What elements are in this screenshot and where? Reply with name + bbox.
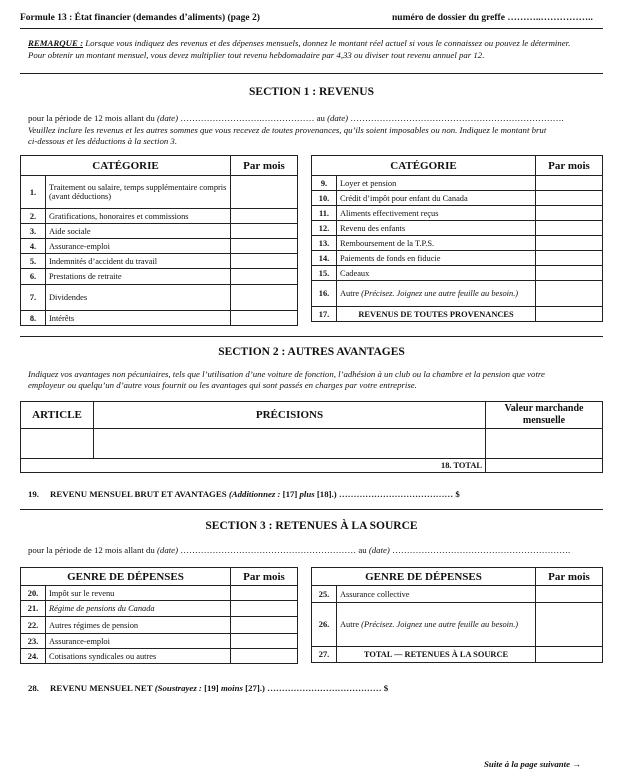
row-label [337, 206, 536, 221]
deductions-table-left [20, 567, 298, 664]
row-label-text: Traitement ou salaire, temps supplémentaire compris (avant déductions) [49, 183, 227, 201]
table-row [312, 221, 603, 236]
line-19 [28, 489, 460, 499]
amount-cell[interactable] [231, 254, 298, 269]
row-label [46, 311, 231, 326]
row-label-text: Cotisations syndicales ou autres [49, 651, 157, 661]
table-row [21, 634, 298, 649]
row-label [337, 603, 536, 647]
date-label: (date) [327, 113, 349, 123]
row-number: 17. [312, 307, 337, 322]
line-italic: moins [220, 683, 243, 693]
row-number: 16. [312, 281, 337, 307]
row-label [46, 601, 231, 617]
col-per-month: Par mois [536, 156, 603, 176]
section1-instr-1: Veuillez inclure les revenus et les autres sommes que vous recevez de toutes provenances, qu’ils soient imposables ou non. Indiquez le montant brut [28, 125, 547, 135]
col-per-month: Par mois [231, 568, 298, 586]
row-number: 2. [21, 209, 46, 224]
amount-cell[interactable] [536, 603, 603, 647]
row-number: 8. [21, 311, 46, 326]
value-cell[interactable] [486, 429, 603, 459]
section-rule [20, 509, 603, 510]
amount-cell[interactable] [231, 209, 298, 224]
amount-cell[interactable] [536, 221, 603, 236]
section3-period [28, 545, 570, 555]
row-label [337, 647, 536, 663]
row-label-text: Assurance collective [340, 589, 410, 599]
amount-cell[interactable] [536, 176, 603, 191]
details-cell[interactable] [94, 429, 486, 459]
line-dots[interactable]: ………………………………… $ [264, 683, 389, 693]
table-row [312, 236, 603, 251]
row-label-text: Cadeaux [340, 268, 370, 278]
row-label-text: Dividendes [49, 293, 88, 302]
row-label-text: Prestations de retraite [49, 272, 122, 281]
table-row [21, 209, 298, 224]
row-number: 11. [312, 206, 337, 221]
row-label [337, 176, 536, 191]
row-number: 21. [21, 601, 46, 617]
row-label [46, 285, 231, 311]
row-number: 14. [312, 251, 337, 266]
amount-cell[interactable] [231, 239, 298, 254]
row-label [46, 209, 231, 224]
row-label [46, 254, 231, 269]
col-expense-type: GENRE DE DÉPENSES [21, 568, 231, 586]
date-label: (date) [368, 545, 390, 555]
note-label: REMARQUE : [28, 38, 83, 48]
row-number: 22. [21, 617, 46, 634]
row-label-text: Indemnités d’accident du travail [49, 256, 158, 266]
date-dots: ………………………………………………………………. [348, 113, 564, 123]
note-rule [20, 73, 603, 74]
amount-cell[interactable] [536, 236, 603, 251]
line-number: 28. [28, 683, 39, 693]
note [28, 37, 618, 61]
col-category: CATÉGORIE [312, 156, 536, 176]
section-rule [20, 336, 603, 337]
row-label [337, 251, 536, 266]
line-ref: [18].) [314, 489, 337, 499]
amount-cell[interactable] [536, 191, 603, 206]
deductions-table-right [311, 567, 603, 663]
amount-cell[interactable] [231, 649, 298, 664]
table-row [312, 251, 603, 266]
table-row [312, 206, 603, 221]
date-label: (date) [157, 113, 179, 123]
row-label-text: Gratifications, honoraires et commissions [49, 211, 189, 221]
line-text: REVENU MENSUEL NET [50, 683, 155, 693]
col-details: PRÉCISIONS [94, 402, 486, 429]
amount-cell[interactable] [231, 586, 298, 601]
line-ref: [27].) [242, 683, 265, 693]
section2-instr-2: employeur ou quelqu’un d’autre vous fournit ou les avantages qui sont passés en charges par votre entreprise. [28, 380, 417, 390]
row-label [46, 634, 231, 649]
amount-cell[interactable] [231, 176, 298, 209]
row-label-text: Crédit d’impôt pour enfant du Canada [340, 193, 468, 203]
row-number: 20. [21, 586, 46, 601]
row-label-text: Intérêts [49, 313, 75, 323]
row-label [337, 191, 536, 206]
amount-cell[interactable] [536, 281, 603, 307]
row-number: 24. [21, 649, 46, 664]
date-label: (date) [157, 545, 179, 555]
table-row [21, 285, 298, 311]
table-row [312, 266, 603, 281]
line-italic: plus [299, 489, 315, 499]
table-row [21, 601, 298, 617]
row-label-text: Aliments effectivement reçus [340, 208, 439, 218]
section1-title: SECTION 1 : REVENUS [249, 86, 374, 98]
income-table-left [20, 155, 298, 326]
note-text-2: Pour obtenir un montant mensuel, vous devez multiplier tout revenu hebdomadaire par 4,33 ou diviser tout revenu annuel par 12. [28, 50, 485, 60]
amount-cell[interactable] [536, 307, 603, 322]
amount-cell[interactable] [536, 266, 603, 281]
table-row [312, 307, 603, 322]
row-label-text: Impôt sur le revenu [49, 588, 115, 598]
row-number: 15. [312, 266, 337, 281]
total-18-label: 18. TOTAL [21, 459, 486, 473]
row-label-text: TOTAL — RETENUES À LA SOURCE [363, 650, 509, 659]
line-text: REVENU MENSUEL BRUT ET AVANTAGES [50, 489, 229, 499]
row-label-text: Remboursement de la T.P.S. [340, 238, 435, 248]
header-rule [20, 28, 603, 29]
row-number: 26. [312, 603, 337, 647]
table-row [21, 254, 298, 269]
row-number: 13. [312, 236, 337, 251]
col-per-month: Par mois [231, 156, 298, 176]
row-label-text: Paiements de fonds en fiducie [340, 253, 441, 263]
amount-cell[interactable] [231, 601, 298, 617]
income-table-right [311, 155, 603, 322]
row-label [337, 307, 536, 322]
form-title: Formule 13 : État financier (demandes d’aliments) (page 2) [20, 13, 260, 23]
table-row [312, 281, 603, 307]
row-label [337, 236, 536, 251]
table-row [312, 603, 603, 647]
total-18-value[interactable] [486, 459, 603, 473]
table-row [21, 269, 298, 285]
row-label-text: Assurance-emploi [49, 241, 110, 251]
amount-cell[interactable] [231, 311, 298, 326]
row-number: 12. [312, 221, 337, 236]
col-market-value: Valeur marchande mensuelle [486, 402, 603, 429]
amount-cell[interactable] [231, 269, 298, 285]
row-label [337, 266, 536, 281]
amount-cell[interactable] [231, 285, 298, 311]
line-number: 19. [28, 489, 39, 499]
row-number: 4. [21, 239, 46, 254]
section1-period [28, 113, 564, 123]
row-number: 25. [312, 586, 337, 603]
row-label [46, 224, 231, 239]
amount-cell[interactable] [536, 586, 603, 603]
line-ref: [17] [280, 489, 300, 499]
col-article: ARTICLE [21, 402, 94, 429]
col-expense-type: GENRE DE DÉPENSES [312, 568, 536, 586]
table-row [21, 239, 298, 254]
row-label-text: Autres régimes de pension [49, 620, 139, 630]
amount-cell[interactable] [231, 617, 298, 634]
date-dots: ……………………………………………………. [389, 545, 571, 555]
table-row [21, 176, 298, 209]
row-number: 27. [312, 647, 337, 663]
table-row [312, 191, 603, 206]
row-number: 3. [21, 224, 46, 239]
row-label [46, 617, 231, 634]
section2-instr-1: Indiquez vos avantages non pécuniaires, tels que l’utilisation d’une voiture de fonction, l’adhésion à un club ou la chambre et la pension que votre [28, 369, 545, 379]
row-label [337, 221, 536, 236]
note-text-1: Lorsque vous indiquez des revenus et des dépenses mensuels, donnez le montant réel actuel si vous le connaissez ou pouvez le déterminer. [83, 38, 571, 48]
row-number: 1. [21, 176, 46, 209]
row-label [337, 586, 536, 603]
row-label [46, 239, 231, 254]
row-label [46, 649, 231, 664]
col-per-month: Par mois [536, 568, 603, 586]
section3-title: SECTION 3 : RETENUES À LA SOURCE [205, 520, 418, 532]
amount-cell[interactable] [536, 647, 603, 663]
col-category: CATÉGORIE [21, 156, 231, 176]
line-dots[interactable]: ………………………………… $ [336, 489, 460, 499]
table-row [21, 617, 298, 634]
table-row [312, 647, 603, 663]
row-label-text: Loyer et pension [340, 178, 397, 188]
table-row [21, 311, 298, 326]
row-label-note: (Précisez. Joignez une autre feuille au besoin.) [361, 620, 519, 629]
row-label-text: Autre [340, 289, 362, 298]
row-number: 5. [21, 254, 46, 269]
table-row [21, 224, 298, 239]
row-number: 7. [21, 285, 46, 311]
amount-cell[interactable] [231, 634, 298, 649]
article-cell[interactable] [21, 429, 94, 459]
table-row [312, 586, 603, 603]
row-label-note: (Précisez. Joignez une autre feuille au besoin.) [361, 289, 519, 298]
period-prefix: pour la période de 12 mois allant du [28, 545, 157, 555]
benefits-table [20, 401, 603, 473]
row-number: 23. [21, 634, 46, 649]
amount-cell[interactable] [231, 224, 298, 239]
row-label [46, 269, 231, 285]
row-label-text: Revenu des enfants [340, 223, 406, 233]
row-label [337, 281, 536, 307]
row-label-text: REVENUS DE TOUTES PROVENANCES [358, 309, 514, 319]
date-dots: ……………………….……………… au [178, 113, 328, 123]
table-row [21, 586, 298, 601]
date-dots: …………………………………………………… au [178, 545, 369, 555]
row-label-text: Régime de pensions du Canada [49, 604, 155, 613]
section2-title: SECTION 2 : AUTRES AVANTAGES [218, 346, 405, 358]
line-28 [28, 683, 388, 693]
row-label [46, 176, 231, 209]
section1-instr-2: ci-dessous et les déductions à la section 3. [28, 136, 178, 146]
period-prefix: pour la période de 12 mois allant du [28, 113, 157, 123]
amount-cell[interactable] [536, 206, 603, 221]
line-italic: (Additionnez : [228, 489, 281, 499]
line-italic: (Soustrayez : [154, 683, 202, 693]
next-page-note: Suite à la page suivante → [484, 759, 582, 769]
file-number: numéro de dossier du greffe ………..…………….. [392, 13, 593, 23]
line-ref: [19] [201, 683, 221, 693]
row-number: 6. [21, 269, 46, 285]
row-label-text: Autre [340, 620, 362, 629]
row-label [46, 586, 231, 601]
table-row [21, 649, 298, 664]
row-label-text: Aide sociale [49, 226, 91, 236]
amount-cell[interactable] [536, 251, 603, 266]
row-number: 9. [312, 176, 337, 191]
row-number: 10. [312, 191, 337, 206]
table-row [312, 176, 603, 191]
row-label-text: Assurance-emploi [49, 636, 110, 646]
